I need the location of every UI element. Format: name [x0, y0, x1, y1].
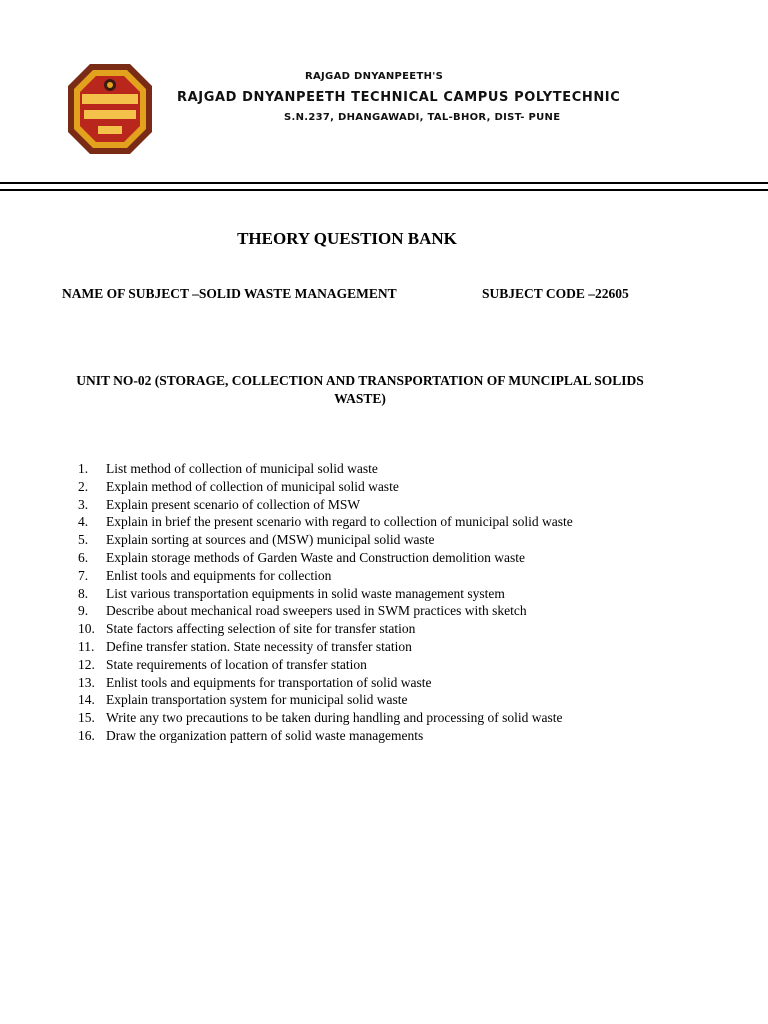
question-item	[78, 691, 758, 709]
question-number: 7.	[78, 567, 89, 583]
question-text: Draw the organization pattern of solid waste managements	[106, 727, 424, 743]
question-item	[78, 638, 758, 656]
question-number: 14.	[78, 692, 95, 708]
question-item	[78, 567, 758, 585]
question-item	[78, 674, 758, 692]
question-text: Enlist tools and equipments for collection	[106, 567, 332, 583]
question-text: State requirements of location of transfer station	[106, 656, 367, 672]
institute-logo	[62, 58, 158, 160]
question-number: 8.	[78, 585, 89, 601]
question-number: 4.	[78, 514, 89, 530]
unit-heading: UNIT NO-02 (STORAGE, COLLECTION AND TRANSPORTATION OF MUNCIPLAL SOLIDS WASTE)	[76, 373, 644, 406]
question-number: 16.	[78, 727, 95, 743]
question-list	[78, 460, 758, 745]
question-item	[78, 513, 758, 531]
parent-org: RAJGAD DNYANPEETH'S	[305, 71, 444, 82]
question-text: Explain method of collection of municipal solid waste	[106, 478, 399, 494]
question-text: Explain sorting at sources and (MSW) municipal solid waste	[106, 532, 435, 548]
question-number: 13.	[78, 674, 95, 690]
question-item	[78, 531, 758, 549]
question-number: 9.	[78, 603, 89, 619]
question-number: 15.	[78, 710, 95, 726]
question-item	[78, 460, 758, 478]
question-item	[78, 620, 758, 638]
header-rule-bottom	[0, 189, 768, 191]
question-text: Enlist tools and equipments for transportation of solid waste	[106, 674, 432, 690]
question-item	[78, 727, 758, 745]
question-number: 10.	[78, 621, 95, 637]
question-item	[78, 585, 758, 603]
question-number: 1.	[78, 461, 89, 476]
question-item	[78, 478, 758, 496]
question-item	[78, 709, 758, 727]
question-text: Write any two precautions to be taken during handling and processing of solid waste	[106, 710, 563, 726]
page-title: THEORY QUESTION BANK	[237, 229, 457, 248]
question-text: Explain in brief the present scenario with regard to collection of municipal solid waste	[106, 514, 573, 530]
question-number: 2.	[78, 478, 89, 494]
institute-name: RAJGAD DNYANPEETH TECHNICAL CAMPUS POLYTECHNIC	[177, 90, 621, 105]
question-text: State factors affecting selection of site for transfer station	[106, 621, 416, 637]
question-item	[78, 549, 758, 567]
question-text: List various transportation equipments in solid waste management system	[106, 585, 505, 601]
subject-name: NAME OF SUBJECT –SOLID WASTE MANAGEMENT	[62, 286, 397, 301]
question-item	[78, 496, 758, 514]
question-number: 3.	[78, 496, 89, 512]
header-rule-top	[0, 182, 768, 184]
question-number: 12.	[78, 656, 95, 672]
question-item	[78, 602, 758, 620]
question-text: Explain present scenario of collection of MSW	[106, 496, 361, 512]
question-text: List method of collection of municipal solid waste	[106, 461, 378, 476]
question-item	[78, 656, 758, 674]
question-text: Define transfer station. State necessity of transfer station	[106, 638, 412, 654]
subject-code: SUBJECT CODE –22605	[482, 286, 629, 301]
question-text: Explain transportation system for municipal solid waste	[106, 692, 408, 708]
institute-address: S.N.237, DHANGAWADI, TAL-BHOR, DIST- PUNE	[284, 112, 561, 123]
question-text: Explain storage methods of Garden Waste and Construction demolition waste	[106, 549, 525, 565]
question-number: 6.	[78, 549, 89, 565]
question-number: 5.	[78, 532, 89, 548]
question-text: Describe about mechanical road sweepers used in SWM practices with sketch	[106, 603, 527, 619]
question-number: 11.	[78, 638, 95, 654]
